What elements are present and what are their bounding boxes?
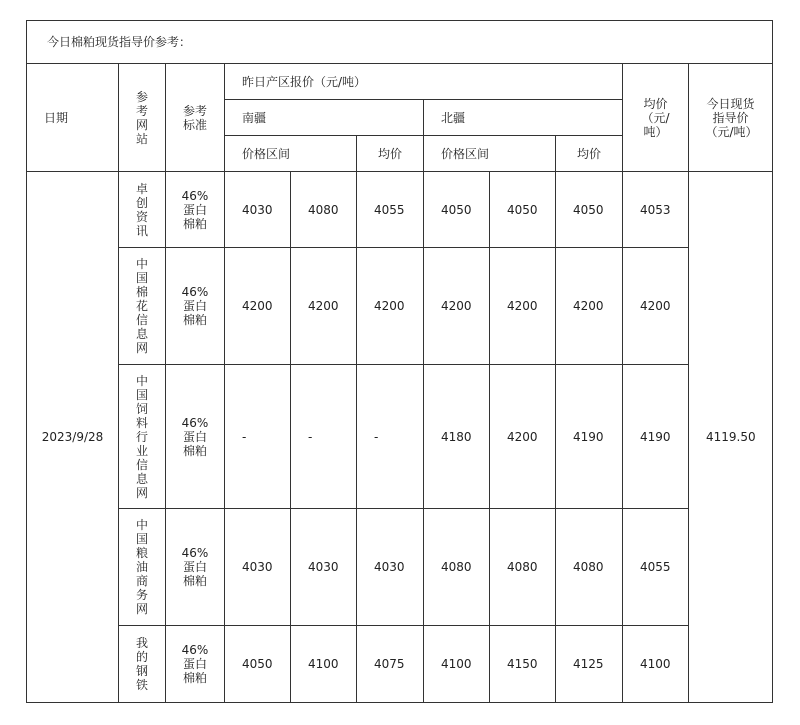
standard-cell: 46%蛋白棉粕 [166,626,225,703]
header-south-range: 价格区间 [225,136,357,172]
header-site: 参考网站 [119,64,166,172]
header-south: 南疆 [225,100,424,136]
avg-cell: 4200 [623,248,689,365]
north-avg-cell: 4190 [556,365,623,509]
south-avg-cell: 4030 [357,509,424,626]
table-row [27,365,773,509]
table-row [27,248,773,365]
standard-cell: 46%蛋白棉粕 [166,172,225,248]
south-low-cell: 4200 [225,248,291,365]
north-high-cell: 4150 [490,626,556,703]
south-avg-cell: 4055 [357,172,424,248]
avg-cell: 4055 [623,509,689,626]
north-low-cell: 4100 [424,626,490,703]
north-low-cell: 4050 [424,172,490,248]
avg-cell: 4053 [623,172,689,248]
south-high-cell: 4080 [291,172,357,248]
header-date: 日期 [27,64,119,172]
standard-cell: 46%蛋白棉粕 [166,509,225,626]
north-low-cell: 4080 [424,509,490,626]
north-low-cell: 4180 [424,365,490,509]
north-high-cell: 4050 [490,172,556,248]
north-high-cell: 4200 [490,248,556,365]
header-today-guide: 今日现货指导价（元/吨） [689,64,773,172]
site-cell: 中国饲料行业信息网 [119,365,166,509]
header-north-range: 价格区间 [424,136,556,172]
south-high-cell: - [291,365,357,509]
south-high-cell: 4100 [291,626,357,703]
date-cell: 2023/9/28 [27,172,119,703]
table-row [27,172,773,248]
header-yesterday-price: 昨日产区报价（元/吨） [225,64,623,100]
north-avg-cell: 4125 [556,626,623,703]
south-avg-cell: - [357,365,424,509]
table-row [27,626,773,703]
south-low-cell: - [225,365,291,509]
south-low-cell: 4050 [225,626,291,703]
standard-cell: 46%蛋白棉粕 [166,365,225,509]
header-overall-avg: 均价（元/吨） [623,64,689,172]
header-standard: 参考标准 [166,64,225,172]
north-high-cell: 4080 [490,509,556,626]
site-cell: 我的钢铁 [119,626,166,703]
site-cell: 中国粮油商务网 [119,509,166,626]
today-guide-cell: 4119.50 [689,172,773,703]
north-high-cell: 4200 [490,365,556,509]
title-row [27,21,773,64]
north-avg-cell: 4200 [556,248,623,365]
site-cell: 中国棉花信息网 [119,248,166,365]
standard-cell: 46%蛋白棉粕 [166,248,225,365]
south-high-cell: 4030 [291,509,357,626]
south-low-cell: 4030 [225,509,291,626]
south-avg-cell: 4200 [357,248,424,365]
south-high-cell: 4200 [291,248,357,365]
south-avg-cell: 4075 [357,626,424,703]
north-avg-cell: 4050 [556,172,623,248]
header-north: 北疆 [424,100,623,136]
site-cell: 卓创资讯 [119,172,166,248]
price-table [26,20,773,703]
header-south-avg: 均价 [357,136,424,172]
south-low-cell: 4030 [225,172,291,248]
north-avg-cell: 4080 [556,509,623,626]
avg-cell: 4190 [623,365,689,509]
header-north-avg: 均价 [556,136,623,172]
table-row [27,509,773,626]
avg-cell: 4100 [623,626,689,703]
table-title: 今日棉粕现货指导价参考： [27,21,773,64]
header-row-1 [27,64,773,100]
north-low-cell: 4200 [424,248,490,365]
